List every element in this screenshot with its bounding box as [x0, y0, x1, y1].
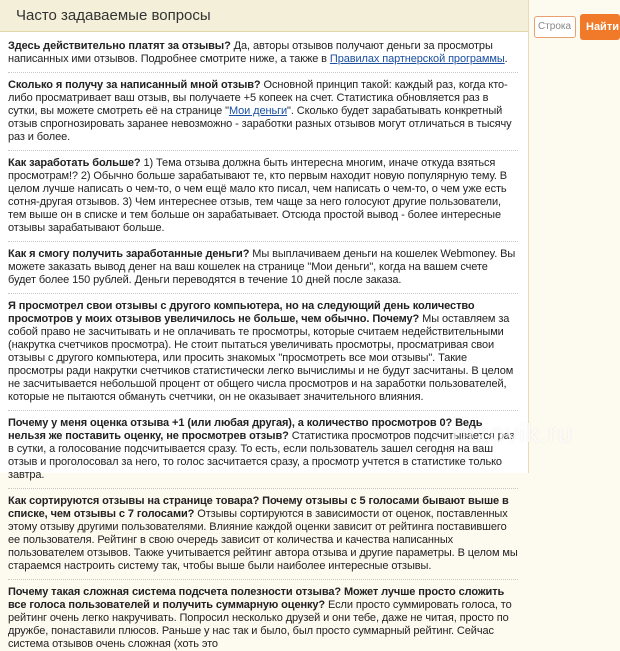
faq-question: Как сортируются отзывы на странице товара? Почему отзывы с 5 голосами бывают выше в списке, чем отзывы с 7 голосами?	[8, 495, 509, 520]
faq-item	[8, 40, 518, 66]
faq-item	[8, 157, 518, 235]
faq-question: Как заработать больше?	[8, 157, 141, 169]
faq-item	[8, 248, 518, 287]
faq-question: Я просмотрел свои отзывы с другого компьютера, но на следующий день количество просмотров у моих отзывов увеличилось не больше, чем обычно. Почему?	[8, 300, 475, 325]
faq-separator	[8, 293, 518, 294]
faq-answer: Отзывы сортируются в зависимости от оценок, поставленных этому отзыву другими пользователями. Влияние каждой оценки зависит от рейтинга поставившего ее пользователя. Рейтинг в свою очередь зависит от количества и качества написанных пользователем отзывов. Также учитывается рейтинг автора отзыва и другие параметры. В целом мы стараемся настроить систему так, чтобы выше были наиболее интересные отзывы.	[8, 508, 518, 572]
faq-link[interactable]: Мои деньги	[228, 105, 288, 117]
faq-question: Почему у меня оценка отзыва +1 (или любая другая), а количество просмотров 0? Ведь нельзя же поставить оценку, не просмотрев отзыв?	[8, 417, 483, 442]
faq-item	[8, 495, 518, 573]
faq-answer: Статистика просмотров подсчитывается раз в сутки, а голосование подсчитывается сразу. То есть, если пользователь зашел сегодня на ваш отзыв и проголосовал за него, то голос засчитается сразу, а просмотр учтется в статистике только завтра.	[8, 430, 515, 481]
faq-answer: Основной принцип такой: каждый раз, когда кто-либо просматривает ваш отзыв, вы получаете +5 копеек на счет. Статистика обновляется раз в сутки, вы можете смотреть её на странице "	[8, 79, 508, 117]
faq-separator	[8, 72, 518, 73]
faq-separator	[8, 579, 518, 580]
faq-separator	[8, 410, 518, 411]
search-input[interactable]: Строка	[534, 16, 576, 38]
faq-answer-tail: ". Сколько будет зарабатывать конкретный отзыв спрогнозировать заранее невозможно - заработки разных отзывов могут отличаться в тысячу раз и более.	[8, 105, 512, 143]
faq-item	[8, 79, 518, 144]
faq-question: Здесь действительно платят за отзывы?	[8, 40, 231, 52]
faq-item	[8, 300, 518, 404]
faq-separator	[8, 150, 518, 151]
faq-answer: Да, авторы отзывов получают деньги за просмотры написанных ими отзывов. Подробнее смотрите ниже, а также в	[8, 40, 493, 65]
search-form	[534, 14, 619, 42]
faq-separator	[8, 488, 518, 489]
faq-separator	[8, 241, 518, 242]
faq-answer: 1) Тема отзыва должна быть интересна многим, иначе откуда взяться просмотрам!? 2) Обычно больше зарабатывают те, кто первым находит новую популярную тему. В целом лучше написать о чем-то, о чем ещё мало кто писал, чем написать о чем-то, о чем уже есть сотня-другая отзывов. 3) Чем интереснее отзыв, тем чаще за него голосуют другие пользователи, тем выше он в списке и тем больше он зарабатывает. Отсюда простой вывод - более интересные отзывы зарабатывают больше.	[8, 157, 507, 234]
faq-answer: Мы выплачиваем деньги на кошелек Webmoney. Вы можете заказать вывод денег на ваш кошелек на странице "Мои деньги", когда на вашем счете будет более 150 рублей. Деньги переводятся в течение 10 дней после заказа.	[8, 248, 516, 286]
faq-answer-tail: .	[504, 53, 508, 65]
faq-question: Почему такая сложная система подсчета полезности отзыва? Может лучше просто сложить все голоса пользователей и получить суммарную оценку?	[8, 586, 505, 611]
faq-link[interactable]: Правилах партнерской программы	[329, 53, 505, 65]
faq-item	[8, 586, 518, 651]
faq-question: Сколько я получу за написанный мной отзыв?	[8, 79, 261, 91]
faq-answer: Если просто суммировать голоса, то рейтинг очень легко накручивать. Попросил несколько друзей и они тебе, даже не читая, просто по дружбе, понаставили плюсов. Раньше у нас так и было, был просто суммарный рейтинг. Сейчас система отзывов очень сложная (хоть это	[8, 599, 512, 650]
faq-list	[0, 32, 528, 651]
panel-title: Часто задаваемые вопросы	[0, 0, 528, 32]
faq-question: Как я смогу получить заработанные деньги?	[8, 248, 250, 260]
faq-item	[8, 417, 518, 482]
search-button[interactable]: Найти	[580, 14, 620, 40]
faq-answer: Мы оставляем за собой право не засчитывать и не оплачивать те просмотры, которые считаем недействительными (накрутка счетчиков просмотра). Не стоит пытаться увеличивать просмотры, просматривая свои отзывы с другого компьютера, или просить знакомых "просмотреть все мои отзывы". Такие просмотры ради накрутки счетчиков статистически легко вычислимы и не будут засчитаны. В целом не засчитывается небольшой процент от общего числа просмотров и на заработки пользователей, которые не пытаются обмануть счетчики, он не оказывает значительного влияния.	[8, 313, 514, 403]
watermark: otzovik.ru	[452, 418, 574, 448]
